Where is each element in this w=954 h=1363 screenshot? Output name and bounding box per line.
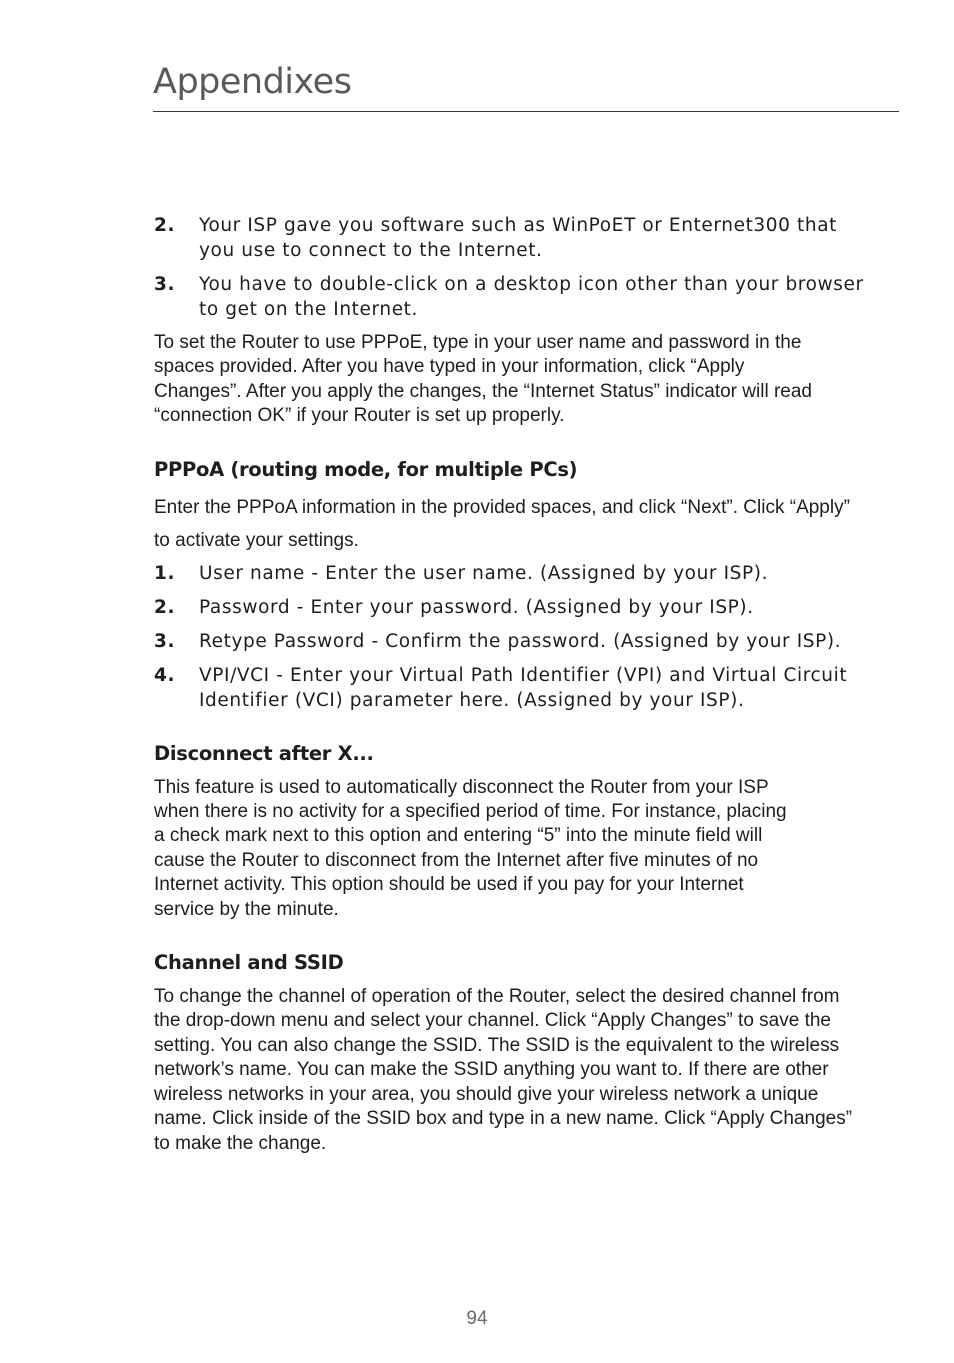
pppoe-paragraph: To set the Router to use PPPoE, type in your user name and password in the spaces provided. After you have typed in your information, click “Apply Changes”. After you apply the changes, the “Internet Status” indicator will read “connection OK” if your Router is set up properly. xyxy=(154,332,812,427)
pppoa-list-item xyxy=(154,561,866,586)
pppoa-list-item xyxy=(154,629,866,654)
pppoa-list-item xyxy=(154,595,866,620)
list-number: 2. xyxy=(154,215,176,236)
page-number: 94 xyxy=(466,1308,488,1329)
list-text: VPI/VCI - Enter your Virtual Path Identifier (VPI) and Virtual Circuit Identifier (VCI) parameter here. (Assigned by your ISP). xyxy=(199,664,848,711)
pppoa-list-item xyxy=(154,663,866,713)
list-text: Password - Enter your password. (Assigned by your ISP). xyxy=(199,596,754,618)
list-number: 4. xyxy=(154,664,176,686)
page-section-title: Appendixes xyxy=(153,62,352,102)
disconnect-paragraph: This feature is used to automatically disconnect the Router from your ISP when there is no activity for a specified period of time. For instance, placing a check mark next to this option and entering “5” into the minute field will cause the Router to disconnect from the Internet after five minutes of no Internet activity. This option should be used if you pay for your Internet service by the minute. xyxy=(154,776,787,920)
list-number: 3. xyxy=(154,630,176,652)
header-rule xyxy=(153,111,899,112)
channel-paragraph: To change the channel of operation of the Router, select the desired channel from the drop-down menu and select your channel. Click “Apply Changes” to save the setting. You can also change the SSID. The SSID is the equivalent to the wireless network’s name. You can make the SSID anything you want to. If there are other wireless networks in your area, you should give your wireless network a unique name. Click inside of the SSID box and type in a new name. Click “Apply Changes” to make the change. xyxy=(154,986,853,1154)
list-text: Your ISP gave you software such as WinPoET or Enternet300 that you use to connect to the Internet. xyxy=(199,215,837,261)
pppoa-heading: PPPoA (routing mode, for multiple PCs) xyxy=(154,457,578,481)
list-number: 3. xyxy=(154,274,176,295)
page-content xyxy=(154,213,866,1156)
intro-list-item xyxy=(154,272,866,322)
list-number: 1. xyxy=(154,562,176,584)
channel-heading: Channel and SSID xyxy=(154,951,344,975)
intro-list-item xyxy=(154,213,866,263)
list-text: User name - Enter the user name. (Assigned by your ISP). xyxy=(199,562,769,584)
pppoa-paragraph: Enter the PPPoA information in the provided spaces, and click “Next”. Click “Apply” to activate your settings. xyxy=(154,496,850,551)
list-text: You have to double-click on a desktop icon other than your browser to get on the Internet. xyxy=(199,274,864,320)
list-number: 2. xyxy=(154,596,176,618)
disconnect-heading: Disconnect after X... xyxy=(154,741,374,765)
list-text: Retype Password - Confirm the password. (Assigned by your ISP). xyxy=(199,630,842,652)
